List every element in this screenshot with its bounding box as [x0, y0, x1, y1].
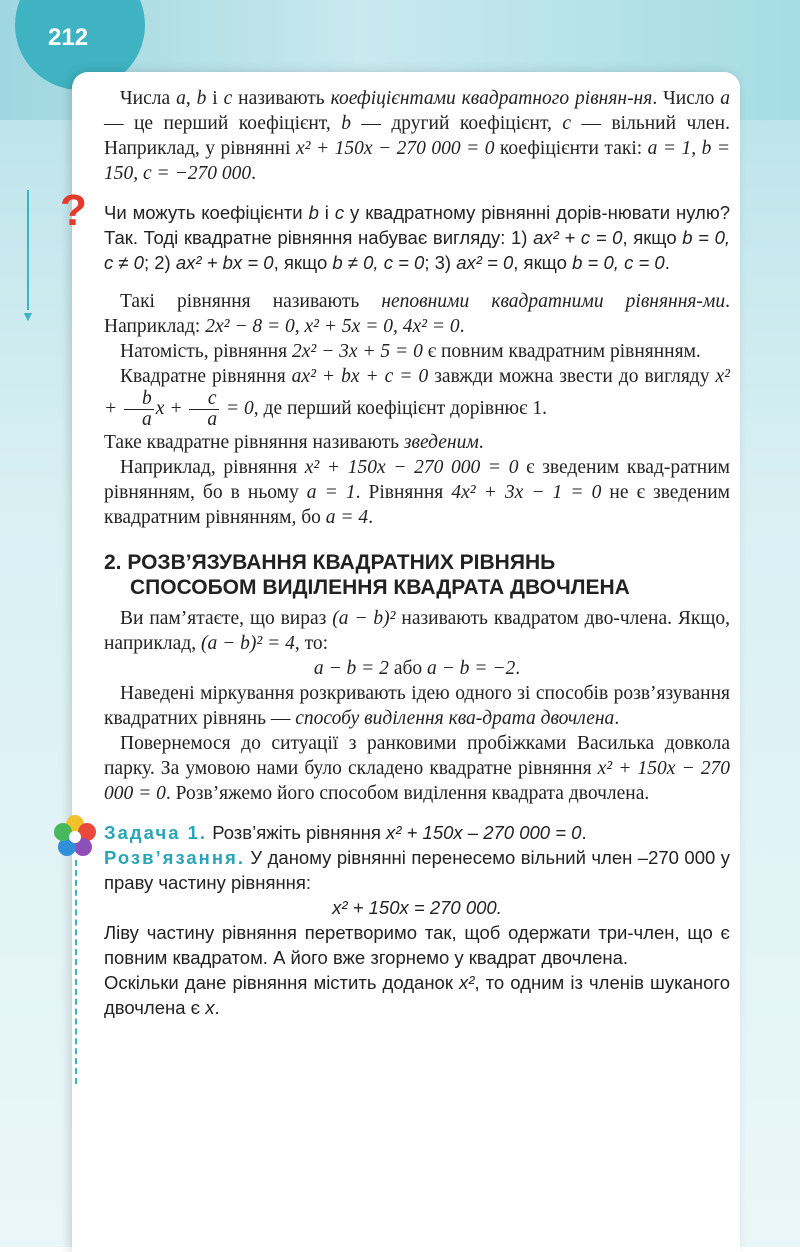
fraction-b-over-a: $\frac{b}{a}$: [124, 389, 154, 430]
page-content: [21, 86, 731, 1020]
solution-text2: Ліву частину рівняння перетворимо так, щоб одержати три-член, що є повним квадратом. А його вже згорнемо у квадрат двочлена.: [104, 922, 730, 968]
paragraph-coefficients: Числа a, b і c називають коефіцієнтами квадратного рівнян-ня. Число a — це перший коефіцієнт, b — другий коефіцієнт, c — вільний член. Наприклад, у рівнянні x² + 150x − 270 000 = 0 коефіцієнти такі: a = 1, b = 150, c = −270 000.: [104, 88, 730, 184]
paragraph-idea: Наведені міркування розкривають ідею одного зі способів розв’язування квадратних рівнянь — способу виділення ква-драта двочлена.: [104, 683, 730, 729]
section-heading: [104, 550, 730, 600]
arrow-down-icon: ▼: [21, 308, 35, 324]
solution-intro: Розв’язання. У даному рівнянні перенесемо вільний член –270 000 у праву частину рівняння:: [104, 847, 730, 893]
paragraph-reduced: Таке квадратне рівняння називають зведеним.: [104, 432, 484, 453]
paragraph-incomplete: Такі рівняння називають неповними квадратними рівняння-ми. Наприклад: 2x² − 8 = 0, x² + 5x = 0, 4x² = 0.: [104, 291, 730, 337]
solution-text3: Оскільки дане рівняння містить доданок x², то одним із членів шуканого двочлена є x.: [104, 972, 731, 1018]
solution-equation: x² + 150x = 270 000.: [332, 897, 502, 918]
page-number: 212: [48, 24, 89, 51]
question-arrow-line: [27, 190, 29, 310]
fraction-c-over-a: $\frac{c}{a}$: [189, 389, 219, 430]
paragraph-binomial: Ви пам’ятаєте, що вираз (a − b)² називають квадратом дво-члена. Якщо, наприклад, (a − b)² = 4, то:: [104, 608, 730, 654]
paragraph-complete: Натомість, рівняння 2x² − 3x + 5 = 0 є повним квадратним рівнянням.: [120, 341, 701, 362]
task-dash-line: [75, 860, 77, 1084]
task-statement: Задача 1. Розв’яжіть рівняння x² + 150x – 270 000 = 0.: [104, 822, 587, 843]
flower-icon: [52, 814, 98, 860]
paragraph-return: Повернемося до ситуації з ранковими пробіжками Василька довкола парку. За умовою нами було складено квадратне рівняння x² + 150x − 270 000 = 0. Розв’яжемо його способом виділення квадрата двочлена.: [104, 733, 730, 804]
task-block: [104, 820, 730, 1020]
paragraph-reduced-form: Квадратне рівняння ax² + bx + c = 0 завжди можна звести до вигляду x² + $\frac{b}{a}$ x + $\frac{c}{a}$ = 0, де перший коефіцієнт дорівнює 1.: [104, 366, 730, 430]
question-text: Чи можуть коефіцієнти b і c у квадратному рівнянні дорів-нювати нулю? Так. Тоді квадратне рівняння набуває вигляду: 1) ax² + c = 0, якщо b = 0, c ≠ 0; 2) ax² + bx = 0, якщо b ≠ 0, c = 0; 3) ax² = 0, якщо b = 0, c = 0.: [104, 202, 730, 273]
paragraph-example: Наприклад, рівняння x² + 150x − 270 000 = 0 є зведеним квад-ратним рівнянням, бо в ньому a = 1. Рівняння 4x² + 3x − 1 = 0 не є зведеним квадратним рівнянням, бо a = 4.: [104, 457, 730, 528]
section-heading-line1: 2. РОЗВ’ЯЗУВАННЯ КВАДРАТНИХ РІВНЯНЬ: [104, 551, 556, 574]
section-heading-line2: СПОСОБОМ ВИДІЛЕННЯ КВАДРАТА ДВОЧЛЕНА: [130, 576, 630, 599]
equation-binomial: a − b = 2 або a − b = −2.: [313, 658, 521, 679]
question-mark-icon: ?: [60, 186, 87, 235]
